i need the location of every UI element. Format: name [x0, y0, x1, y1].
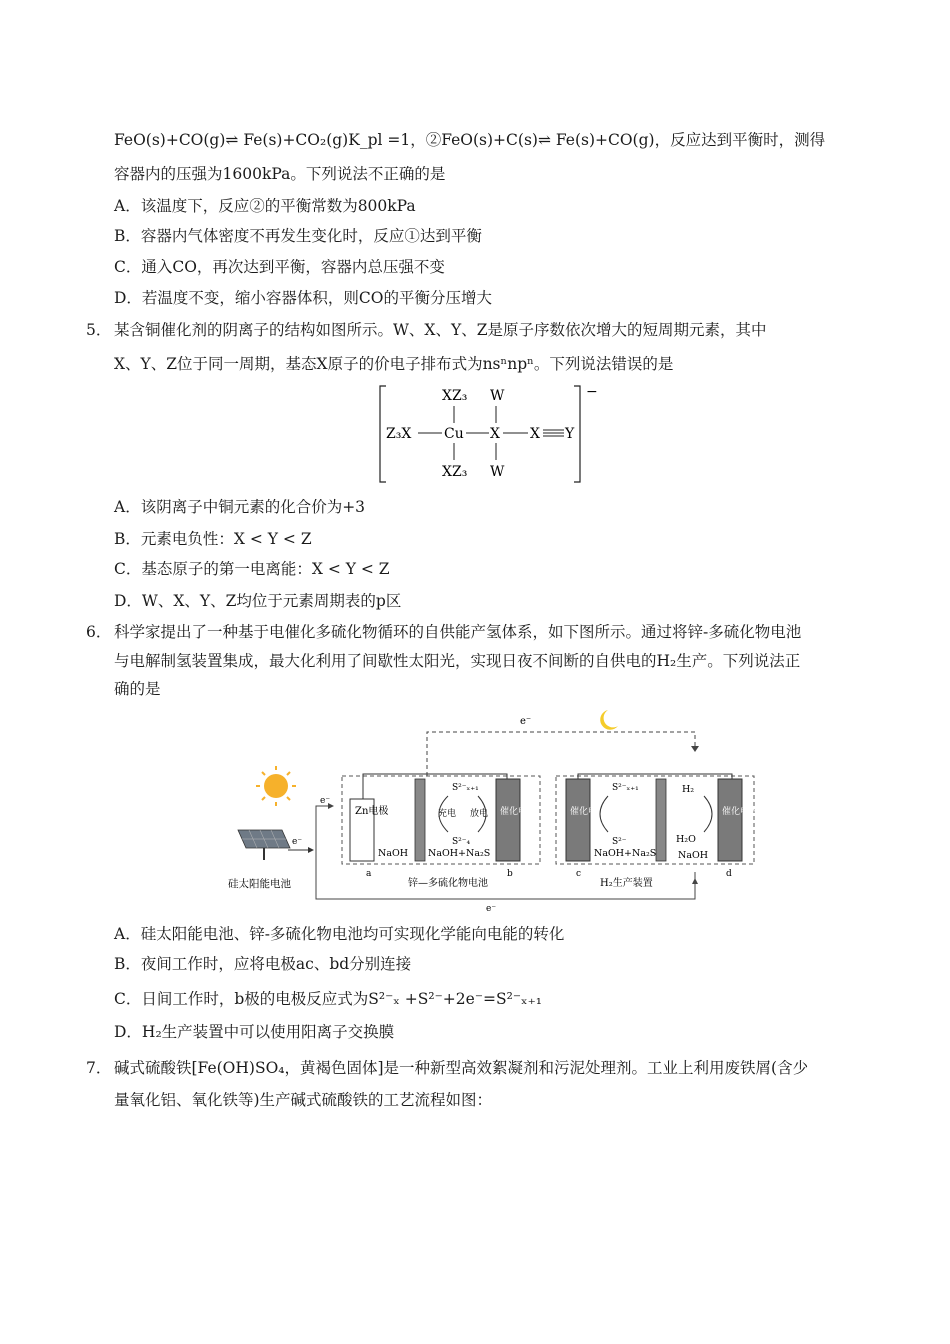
e-left-label: e⁻: [320, 796, 331, 806]
catalytic-electrode-c: [566, 779, 590, 861]
battery-label: 锌—多硫化物电池: [408, 878, 488, 889]
h2-device-top-wire: [578, 774, 732, 799]
structure-left: Z₃X: [386, 426, 412, 442]
e-top-label: e⁻: [520, 716, 532, 727]
right-bracket: [574, 386, 580, 482]
q6-apparatus-diagram: [220, 704, 760, 916]
q6-stem-line1: 科学家提出了一种基于电催化多硫化物循环的自供能产氢体系，如下图所示。通过将锌-多硫化物电池: [114, 623, 802, 641]
catalytic-b-label: 催化电极: [500, 807, 537, 817]
q6-stem-line3: 确的是: [114, 680, 161, 698]
solar-panel-icon: [238, 830, 290, 860]
structure-top-right: W: [490, 388, 505, 404]
q4-option-a: A．该温度下，反应②的平衡常数为800kPa: [114, 197, 416, 215]
structure-cu: Cu: [444, 426, 464, 442]
q7-stem-line2: 量氧化铝、氧化铁等)生产碱式硫酸铁的工艺流程如图：: [114, 1091, 493, 1109]
structure-x2: X: [530, 426, 540, 442]
q4-option-c: C．通入CO，再次达到平衡，容器内总压强不变: [114, 258, 445, 276]
catalytic-electrode-d: [718, 779, 742, 861]
structure-bottom-right: W: [490, 464, 505, 480]
label-b: b: [507, 869, 513, 879]
catalytic-c-label: 催化电极: [570, 807, 607, 817]
q5-stem-line1: 某含铜催化剂的阴离子的结构如图所示。W、X、Y、Z是原子序数依次增大的短周期元素，其中: [114, 321, 767, 339]
label-d: d: [726, 869, 732, 879]
q6-option-a: A．硅太阳能电池、锌-多硫化物电池均可实现化学能向电能的转化: [114, 925, 565, 943]
q5-option-c: C．基态原子的第一电离能：X < Y < Z: [114, 560, 390, 578]
battery-membrane: [415, 779, 425, 861]
q5-option-a: A．该阴离子中铜元素的化合价为+3: [114, 498, 366, 516]
q4-option-b: B．容器内气体密度不再发生变化时，反应①达到平衡: [114, 227, 482, 245]
q5-structure-diagram: [370, 380, 610, 488]
q4-option-d: D．若温度不变，缩小容器体积，则CO的平衡分压增大: [114, 289, 492, 307]
q5-option-d: D．W、X、Y、Z均位于元素周期表的p区: [114, 592, 402, 610]
moon-icon: [600, 710, 618, 730]
q6-option-c: C．日间工作时，b极的电极反应式为S²⁻ₓ +S²⁻+2e⁻=S²⁻ₓ₊₁: [114, 990, 542, 1008]
q7-stem-line1: 碱式硫酸铁[Fe(OH)SO₄，黄褐色固体]是一种新型高效絮凝剂和污泥处理剂。工业上利用废铁屑(含少: [114, 1059, 809, 1077]
label-a: a: [366, 869, 372, 879]
charge-label: 充电: [438, 809, 457, 819]
q5-stem-line2: X、Y、Z位于同一周期，基态X原子的价电子排布式为nsⁿnpⁿ。下列说法错误的是: [114, 355, 674, 373]
h2o-label: H₂O: [676, 834, 696, 845]
structure-y: Y: [565, 426, 575, 442]
naoh-right: NaOH: [678, 850, 709, 861]
structure-charge: −: [586, 384, 598, 400]
top-wire-arrowhead: [691, 746, 699, 752]
catalytic-electrode-b: [496, 779, 520, 861]
naoh-na2s-left: NaOH+Na₂S: [428, 848, 491, 859]
catalytic-d-label: 催化电极: [722, 807, 759, 817]
h2-label: H₂: [682, 784, 695, 795]
zn-electrode-label: Zn电极: [355, 806, 389, 817]
naoh-na2s-right: NaOH+Na₂S: [594, 848, 657, 859]
q6-option-d: D．H₂生产装置中可以使用阳离子交换膜: [114, 1023, 395, 1041]
structure-bottom-left: XZ₃: [442, 464, 468, 480]
label-c: c: [576, 869, 582, 879]
battery-top-wire: [363, 774, 507, 799]
q6-option-b: B．夜间工作时，应将电极ac、bd分别连接: [114, 955, 412, 973]
h2-device-label: H₂生产装置: [600, 878, 653, 889]
q5-number: 5．: [86, 321, 112, 339]
q4-stem-line2: 容器内的压强为1600kPa。下列说法不正确的是: [114, 165, 446, 183]
sun-icon: [256, 766, 296, 806]
q4-stem-line1: FeO(s)+CO(g)⇌ Fe(s)+CO₂(g)K_pl =1，②FeO(s)+C(s)⇌ Fe(s)+CO(g)，反应达到平衡时，测得: [114, 131, 826, 149]
q5-option-b: B．元素电负性：X < Y < Z: [114, 530, 312, 548]
e-panel-label: e⁻: [292, 837, 303, 847]
solar-panel-label: 硅太阳能电池: [228, 878, 291, 890]
right-up-arrowhead: [692, 878, 698, 884]
q6-number: 6．: [86, 623, 112, 641]
q7-number: 7．: [86, 1059, 112, 1077]
s4-left: S²⁻₄: [452, 837, 471, 847]
sx1-left: S²⁻ₓ₊₁: [452, 783, 479, 793]
s2-right: S²⁻: [612, 837, 627, 847]
h2-evolution-arrow: [704, 796, 712, 832]
h2-device-membrane: [656, 779, 666, 861]
structure-top-left: XZ₃: [442, 388, 468, 404]
naoh-left: NaOH: [378, 848, 409, 859]
sx1-right: S²⁻ₓ₊₁: [612, 783, 639, 793]
e-bottom-label: e⁻: [486, 904, 497, 914]
structure-x: X: [490, 426, 500, 442]
discharge-label: 放电: [470, 809, 489, 819]
top-dashed-wire: [427, 732, 695, 776]
solar-arrowhead: [308, 847, 314, 853]
q6-stem-line2: 与电解制氢装置集成，最大化利用了间歇性太阳光，实现日夜不间断的自供电的H₂生产。下列说法正: [114, 652, 801, 670]
